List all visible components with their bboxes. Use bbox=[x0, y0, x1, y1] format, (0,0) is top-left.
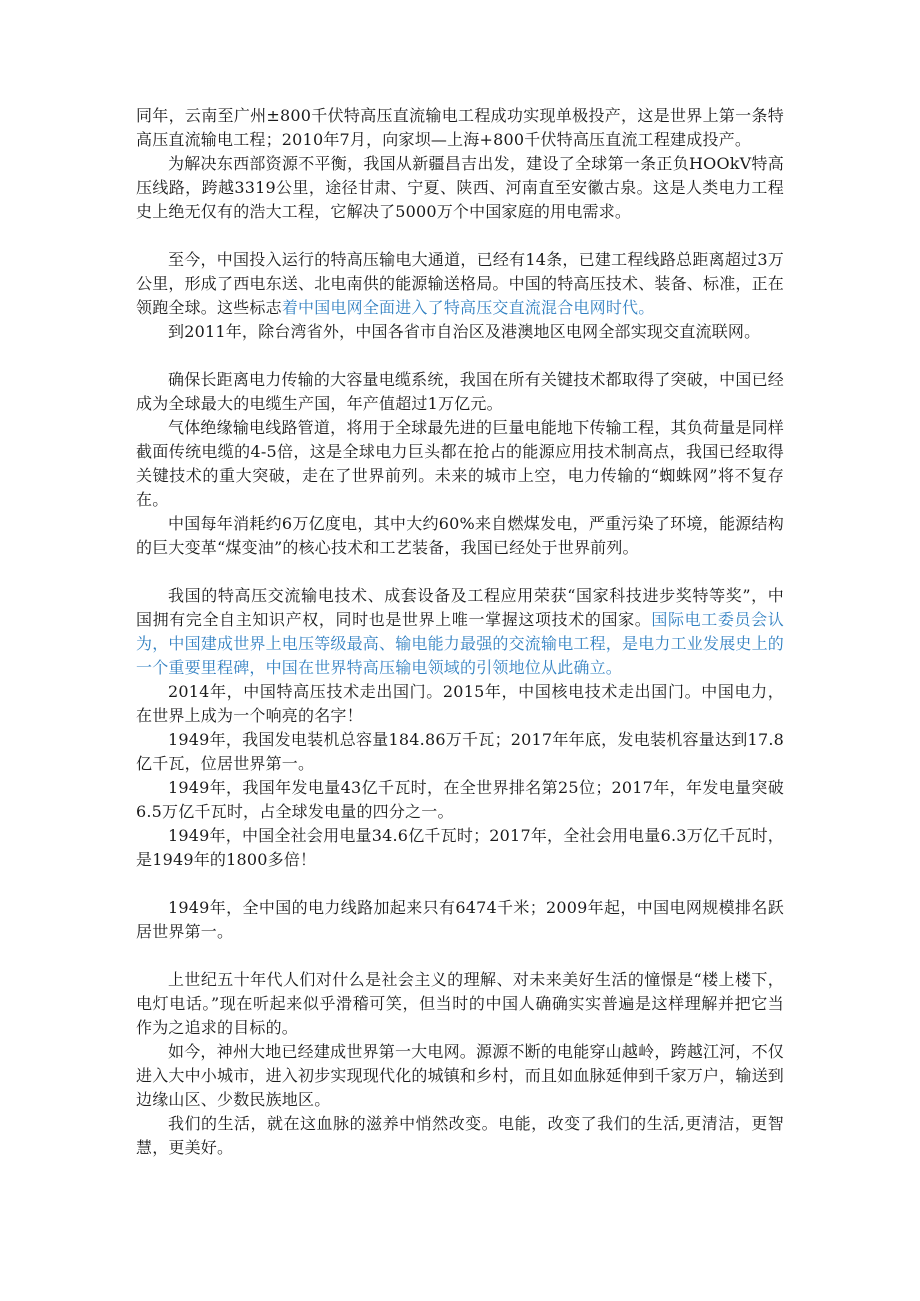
paragraph: 为解决东西部资源不平衡，我国从新疆昌吉出发，建设了全球第一条正负HOOkV特高压线路，跨越3319公里，途径甘肃、宁夏、陕西、河南直至安徽古泉。这是人类电力工程史上绝无仅有的浩大工程，它解决了5000万个中国家庭的用电需求。 bbox=[136, 154, 784, 221]
paragraph-gap bbox=[136, 344, 784, 368]
paragraph: 1949年，我国年发电量43亿千瓦时，在全世界排名第25位；2017年，年发电量突破6.5万亿千瓦时，占全球发电量的四分之一。 bbox=[136, 778, 784, 821]
paragraph: 上世纪五十年代人们对什么是社会主义的理解、对未来美好生活的憧憬是“楼上楼下，电灯电话。”现在听起来似乎滑稽可笑，但当时的中国人确确实实普遍是这样理解并把它当作为之追求的目标的。 bbox=[136, 970, 784, 1037]
paragraph bbox=[136, 584, 784, 680]
paragraph: 1949年，中国全社会用电量34.6亿千瓦时；2017年，全社会用电量6.3万亿千瓦时，是1949年的1800多倍！ bbox=[136, 826, 784, 869]
paragraph: 确保长距离电力传输的大容量电缆系统，我国在所有关键技术都取得了突破，中国已经成为全球最大的电缆生产国，年产值超过1万亿元。 bbox=[136, 370, 784, 413]
document-body bbox=[136, 104, 784, 1160]
paragraph-gap bbox=[136, 872, 784, 896]
paragraph-text: 至今，中国投入运行的特高压输电大通道，已经有14条，已建工程线路总距离超过3万公里，形成了西电东送、北电南供的能源输送格局。中国的特高压技术、装备、标准，正在领跑全球。这些标志 bbox=[136, 250, 785, 317]
paragraph-text: 我国的特高压交流输电技术、成套设备及工程应用荣获“国家科技进步奖特等奖”，中国拥有完全自主知识产权，同时也是世界上唯一掌握这项技术的国家。 bbox=[136, 586, 784, 629]
paragraph: 同年，云南至广州±800千伏特高压直流输电工程成功实现单极投产，这是世界上第一条特高压直流输电工程；2010年7月，向家坝—上海+800千伏特高压直流工程建成投产。 bbox=[136, 106, 784, 149]
paragraph-gap bbox=[136, 224, 784, 248]
paragraph: 如今，神州大地已经建成世界第一大电网。源源不断的电能穿山越岭，跨越江河，不仅进入大中小城市，进入初步实现现代化的城镇和乡村，而且如血脉延伸到千家万户，输送到边缘山区、少数民族地区。 bbox=[136, 1042, 785, 1109]
paragraph: 中国每年消耗约6万亿度电，其中大约60%来自燃煤发电，严重污染了环境，能源结构的巨大变革“煤变油”的核心技术和工艺装备，我国已经处于世界前列。 bbox=[136, 514, 784, 557]
paragraph-gap bbox=[136, 560, 784, 584]
paragraph bbox=[136, 248, 784, 320]
paragraph: 2014年，中国特高压技术走出国门。2015年，中国核电技术走出国门。中国电力，在世界上成为一个响亮的名字！ bbox=[136, 682, 784, 725]
paragraph: 1949年，我国发电装机总容量184.86万千瓦；2017年年底，发电装机容量达到17.8亿千瓦，位居世界第一。 bbox=[136, 730, 784, 773]
paragraph: 气体绝缘输电线路管道，将用于全球最先进的巨量电能地下传输工程，其负荷量是同样截面传统电缆的4-5倍，这是全球电力巨头都在抢占的能源应用技术制高点，我国已经取得关键技术的重大突破，走在了世界前列。未来的城市上空，电力传输的“蜘蛛网”将不复存在。 bbox=[136, 418, 784, 509]
paragraph: 1949年，全中国的电力线路加起来只有6474千米；2009年起，中国电网规模排名跃居世界第一。 bbox=[136, 898, 784, 941]
paragraph: 我们的生活，就在这血脉的滋养中悄然改变。电能，改变了我们的生活,更清洁，更智慧，更美好。 bbox=[136, 1114, 784, 1157]
paragraph: 到2011年，除台湾省外，中国各省市自治区及港澳地区电网全部实现交直流联网。 bbox=[168, 322, 761, 341]
highlighted-text: 着中国电网全面进入了特高压交直流混合电网时代。 bbox=[281, 298, 655, 317]
paragraph-gap bbox=[136, 944, 784, 968]
highlighted-text: 国际电工委员会认为，中国建成世界上电压等级最高、输电能力最强的交流输电工程，是电力工业发展史上的一个重要里程碑，中国在世界特高压输电领域的引领地位从此确立。 bbox=[136, 610, 785, 677]
